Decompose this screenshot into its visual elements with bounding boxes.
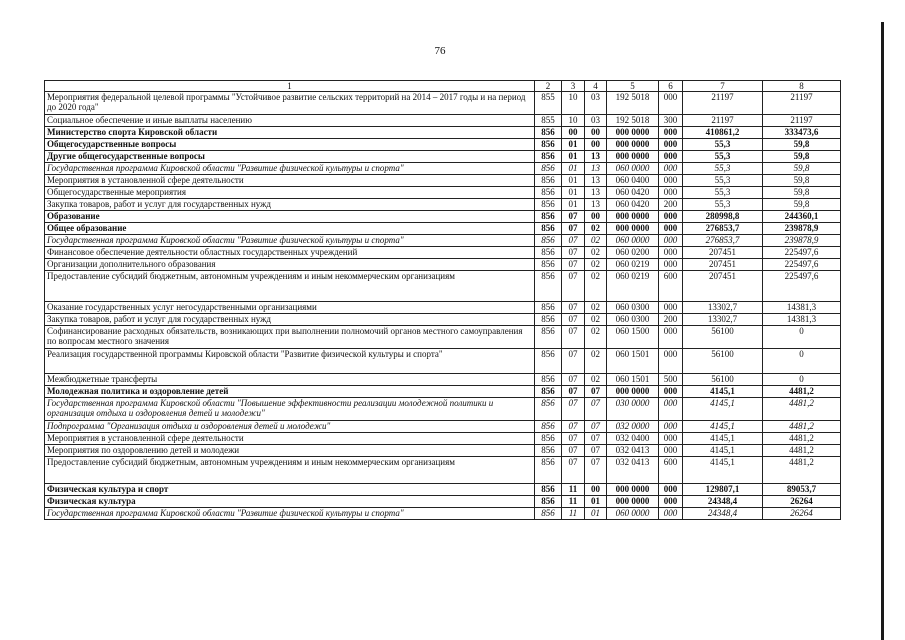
header-cell: 2 xyxy=(535,81,562,92)
ministry-code: 856 xyxy=(535,314,562,326)
header-cell: 6 xyxy=(659,81,683,92)
amount-year-1: 13302,7 xyxy=(683,302,763,314)
expense-type-code: 000 xyxy=(659,433,683,445)
amount-year-1: 55,3 xyxy=(683,187,763,199)
subsection-code: 07 xyxy=(585,457,607,484)
section-code: 07 xyxy=(562,223,585,235)
target-article-code: 060 0300 xyxy=(607,302,659,314)
target-article-code: 060 0300 xyxy=(607,314,659,326)
amount-year-2: 4481,2 xyxy=(763,398,841,421)
section-code: 07 xyxy=(562,457,585,484)
ministry-code: 856 xyxy=(535,326,562,349)
target-article-code: 060 1500 xyxy=(607,326,659,349)
amount-year-2: 4481,2 xyxy=(763,433,841,445)
section-code: 01 xyxy=(562,163,585,175)
header-cell: 8 xyxy=(763,81,841,92)
target-article-code: 060 0420 xyxy=(607,199,659,211)
subsection-code: 07 xyxy=(585,421,607,433)
section-code: 07 xyxy=(562,421,585,433)
amount-year-2: 26264 xyxy=(763,508,841,520)
ministry-code: 856 xyxy=(535,235,562,247)
expense-type-code: 000 xyxy=(659,235,683,247)
table-row xyxy=(45,374,841,386)
ministry-code: 856 xyxy=(535,457,562,484)
row-description: Межбюджетные трансферты xyxy=(45,374,535,386)
amount-year-2: 21197 xyxy=(763,115,841,127)
table-row xyxy=(45,314,841,326)
subsection-code: 07 xyxy=(585,398,607,421)
ministry-code: 856 xyxy=(535,349,562,374)
target-article-code: 000 0000 xyxy=(607,386,659,398)
table-row xyxy=(45,421,841,433)
amount-year-1: 13302,7 xyxy=(683,314,763,326)
ministry-code: 856 xyxy=(535,271,562,302)
expense-type-code: 000 xyxy=(659,302,683,314)
amount-year-1: 280998,8 xyxy=(683,211,763,223)
row-description: Мероприятия по оздоровлению детей и молодежи xyxy=(45,445,535,457)
table-row xyxy=(45,349,841,374)
target-article-code: 000 0000 xyxy=(607,127,659,139)
target-article-code: 060 0000 xyxy=(607,508,659,520)
row-description: Общее образование xyxy=(45,223,535,235)
table-row xyxy=(45,386,841,398)
expense-type-code: 000 xyxy=(659,349,683,374)
expense-type-code: 000 xyxy=(659,484,683,496)
ministry-code: 856 xyxy=(535,151,562,163)
expense-type-code: 000 xyxy=(659,386,683,398)
target-article-code: 060 0420 xyxy=(607,187,659,199)
expense-type-code: 200 xyxy=(659,314,683,326)
header-cell: 5 xyxy=(607,81,659,92)
ministry-code: 855 xyxy=(535,115,562,127)
ministry-code: 856 xyxy=(535,445,562,457)
expense-type-code: 000 xyxy=(659,175,683,187)
table-row xyxy=(45,235,841,247)
amount-year-2: 4481,2 xyxy=(763,457,841,484)
amount-year-2: 0 xyxy=(763,374,841,386)
expense-type-code: 000 xyxy=(659,421,683,433)
subsection-code: 13 xyxy=(585,151,607,163)
amount-year-1: 207451 xyxy=(683,247,763,259)
target-article-code: 030 0000 xyxy=(607,398,659,421)
row-description: Социальное обеспечение и иные выплаты населению xyxy=(45,115,535,127)
ministry-code: 856 xyxy=(535,211,562,223)
row-description: Государственная программа Кировской области "Развитие физической культуры и спорта" xyxy=(45,235,535,247)
row-description: Другие общегосударственные вопросы xyxy=(45,151,535,163)
ministry-code: 856 xyxy=(535,199,562,211)
target-article-code: 060 0219 xyxy=(607,271,659,302)
amount-year-2: 225497,6 xyxy=(763,271,841,302)
section-code: 07 xyxy=(562,398,585,421)
ministry-code: 856 xyxy=(535,484,562,496)
section-code: 07 xyxy=(562,445,585,457)
section-code: 01 xyxy=(562,139,585,151)
subsection-code: 13 xyxy=(585,187,607,199)
subsection-code: 01 xyxy=(585,508,607,520)
header-cell: 7 xyxy=(683,81,763,92)
subsection-code: 02 xyxy=(585,247,607,259)
subsection-code: 00 xyxy=(585,127,607,139)
amount-year-1: 55,3 xyxy=(683,151,763,163)
page-edge-bar xyxy=(881,22,884,640)
target-article-code: 060 0219 xyxy=(607,259,659,271)
table-row xyxy=(45,508,841,520)
subsection-code: 07 xyxy=(585,386,607,398)
expense-type-code: 000 xyxy=(659,163,683,175)
amount-year-1: 4145,1 xyxy=(683,445,763,457)
subsection-code: 07 xyxy=(585,445,607,457)
row-description: Мероприятия федеральной целевой программы "Устойчивое развитие сельских территорий на 2014 – 2017 годы и на период до 2020 года" xyxy=(45,92,535,115)
amount-year-1: 24348,4 xyxy=(683,496,763,508)
subsection-code: 02 xyxy=(585,302,607,314)
amount-year-2: 59,8 xyxy=(763,187,841,199)
target-article-code: 032 0413 xyxy=(607,445,659,457)
table-row xyxy=(45,484,841,496)
row-description: Общегосударственные мероприятия xyxy=(45,187,535,199)
target-article-code: 032 0413 xyxy=(607,457,659,484)
table-row xyxy=(45,163,841,175)
amount-year-1: 129807,1 xyxy=(683,484,763,496)
expense-type-code: 000 xyxy=(659,211,683,223)
ministry-code: 856 xyxy=(535,374,562,386)
subsection-code: 13 xyxy=(585,163,607,175)
section-code: 07 xyxy=(562,247,585,259)
ministry-code: 856 xyxy=(535,508,562,520)
amount-year-1: 55,3 xyxy=(683,175,763,187)
amount-year-2: 4481,2 xyxy=(763,421,841,433)
amount-year-1: 410861,2 xyxy=(683,127,763,139)
amount-year-1: 56100 xyxy=(683,326,763,349)
amount-year-1: 55,3 xyxy=(683,139,763,151)
amount-year-1: 276853,7 xyxy=(683,223,763,235)
section-code: 01 xyxy=(562,175,585,187)
amount-year-2: 89053,7 xyxy=(763,484,841,496)
amount-year-1: 55,3 xyxy=(683,199,763,211)
header-cell: 4 xyxy=(585,81,607,92)
amount-year-2: 59,8 xyxy=(763,139,841,151)
table-row xyxy=(45,259,841,271)
section-code: 11 xyxy=(562,508,585,520)
subsection-code: 13 xyxy=(585,175,607,187)
ministry-code: 856 xyxy=(535,247,562,259)
row-description: Предоставление субсидий бюджетным, автономным учреждениям и иным некоммерческим организациям xyxy=(45,457,535,484)
section-code: 07 xyxy=(562,259,585,271)
ministry-code: 856 xyxy=(535,187,562,199)
table-header-row xyxy=(45,81,841,92)
amount-year-1: 56100 xyxy=(683,349,763,374)
table-row xyxy=(45,247,841,259)
expense-type-code: 000 xyxy=(659,398,683,421)
subsection-code: 13 xyxy=(585,199,607,211)
row-description: Государственная программа Кировской области "Повышение эффективности реализации молодежной политики и организация отдыха и оздоровления детей и молодежи" xyxy=(45,398,535,421)
expense-type-code: 300 xyxy=(659,115,683,127)
section-code: 07 xyxy=(562,271,585,302)
table-row xyxy=(45,496,841,508)
row-description: Предоставление субсидий бюджетным, автономным учреждениям и иным некоммерческим организациям xyxy=(45,271,535,302)
subsection-code: 03 xyxy=(585,92,607,115)
subsection-code: 00 xyxy=(585,139,607,151)
table-row xyxy=(45,187,841,199)
row-description: Финансовое обеспечение деятельности областных государственных учреждений xyxy=(45,247,535,259)
subsection-code: 02 xyxy=(585,235,607,247)
table-row xyxy=(45,175,841,187)
table-row xyxy=(45,199,841,211)
target-article-code: 032 0000 xyxy=(607,421,659,433)
amount-year-1: 21197 xyxy=(683,92,763,115)
row-description: Подпрограмма "Организация отдыха и оздоровления детей и молодежи" xyxy=(45,421,535,433)
target-article-code: 000 0000 xyxy=(607,139,659,151)
table-row xyxy=(45,92,841,115)
expense-type-code: 000 xyxy=(659,326,683,349)
row-description: Организации дополнительного образования xyxy=(45,259,535,271)
ministry-code: 856 xyxy=(535,386,562,398)
expense-type-code: 000 xyxy=(659,496,683,508)
target-article-code: 000 0000 xyxy=(607,223,659,235)
page-number: 76 xyxy=(434,45,446,57)
section-code: 11 xyxy=(562,484,585,496)
subsection-code: 02 xyxy=(585,349,607,374)
row-description: Государственная программа Кировской области "Развитие физической культуры и спорта" xyxy=(45,163,535,175)
target-article-code: 060 0400 xyxy=(607,175,659,187)
row-description: Закупка товаров, работ и услуг для государственных нужд xyxy=(45,199,535,211)
target-article-code: 000 0000 xyxy=(607,496,659,508)
section-code: 01 xyxy=(562,151,585,163)
expense-type-code: 500 xyxy=(659,374,683,386)
amount-year-1: 4145,1 xyxy=(683,433,763,445)
expense-type-code: 000 xyxy=(659,187,683,199)
expense-type-code: 000 xyxy=(659,445,683,457)
target-article-code: 000 0000 xyxy=(607,151,659,163)
amount-year-1: 4145,1 xyxy=(683,457,763,484)
amount-year-1: 276853,7 xyxy=(683,235,763,247)
amount-year-2: 26264 xyxy=(763,496,841,508)
section-code: 01 xyxy=(562,187,585,199)
expense-type-code: 000 xyxy=(659,247,683,259)
amount-year-2: 239878,9 xyxy=(763,223,841,235)
row-description: Физическая культура и спорт xyxy=(45,484,535,496)
amount-year-1: 4145,1 xyxy=(683,386,763,398)
target-article-code: 000 0000 xyxy=(607,211,659,223)
ministry-code: 856 xyxy=(535,127,562,139)
subsection-code: 02 xyxy=(585,314,607,326)
amount-year-2: 244360,1 xyxy=(763,211,841,223)
target-article-code: 192 5018 xyxy=(607,92,659,115)
amount-year-2: 4481,2 xyxy=(763,386,841,398)
table-row xyxy=(45,445,841,457)
table-row xyxy=(45,211,841,223)
expense-type-code: 000 xyxy=(659,223,683,235)
table-row xyxy=(45,139,841,151)
row-description: Мероприятия в установленной сфере деятельности xyxy=(45,433,535,445)
table-row xyxy=(45,398,841,421)
target-article-code: 060 1501 xyxy=(607,349,659,374)
section-code: 10 xyxy=(562,92,585,115)
target-article-code: 060 1501 xyxy=(607,374,659,386)
ministry-code: 856 xyxy=(535,302,562,314)
target-article-code: 032 0400 xyxy=(607,433,659,445)
header-cell: 3 xyxy=(562,81,585,92)
amount-year-2: 239878,9 xyxy=(763,235,841,247)
amount-year-2: 4481,2 xyxy=(763,445,841,457)
amount-year-2: 59,8 xyxy=(763,175,841,187)
section-code: 07 xyxy=(562,433,585,445)
row-description: Мероприятия в установленной сфере деятельности xyxy=(45,175,535,187)
amount-year-2: 14381,3 xyxy=(763,302,841,314)
section-code: 07 xyxy=(562,386,585,398)
amount-year-2: 59,8 xyxy=(763,151,841,163)
amount-year-1: 4145,1 xyxy=(683,398,763,421)
ministry-code: 856 xyxy=(535,163,562,175)
subsection-code: 02 xyxy=(585,259,607,271)
section-code: 07 xyxy=(562,326,585,349)
expense-type-code: 600 xyxy=(659,271,683,302)
ministry-code: 856 xyxy=(535,398,562,421)
section-code: 07 xyxy=(562,211,585,223)
ministry-code: 856 xyxy=(535,496,562,508)
budget-table xyxy=(44,80,841,520)
table-row xyxy=(45,127,841,139)
amount-year-1: 55,3 xyxy=(683,163,763,175)
section-code: 07 xyxy=(562,349,585,374)
row-description: Государственная программа Кировской области "Развитие физической культуры и спорта" xyxy=(45,508,535,520)
amount-year-2: 225497,6 xyxy=(763,259,841,271)
ministry-code: 856 xyxy=(535,175,562,187)
section-code: 07 xyxy=(562,374,585,386)
amount-year-1: 207451 xyxy=(683,259,763,271)
amount-year-1: 207451 xyxy=(683,271,763,302)
section-code: 07 xyxy=(562,235,585,247)
expense-type-code: 000 xyxy=(659,127,683,139)
subsection-code: 03 xyxy=(585,115,607,127)
header-cell: 1 xyxy=(45,81,535,92)
target-article-code: 060 0000 xyxy=(607,235,659,247)
table-row xyxy=(45,223,841,235)
row-description: Софинансирование расходных обязательств, возникающих при выполнении полномочий органов местного самоуправления по вопросам местного значения xyxy=(45,326,535,349)
row-description: Министерство спорта Кировской области xyxy=(45,127,535,139)
subsection-code: 02 xyxy=(585,374,607,386)
amount-year-2: 14381,3 xyxy=(763,314,841,326)
subsection-code: 07 xyxy=(585,433,607,445)
ministry-code: 855 xyxy=(535,92,562,115)
expense-type-code: 000 xyxy=(659,139,683,151)
table-row xyxy=(45,302,841,314)
section-code: 07 xyxy=(562,314,585,326)
target-article-code: 000 0000 xyxy=(607,484,659,496)
row-description: Реализация государственной программы Кировской области "Развитие физической культуры и спорта" xyxy=(45,349,535,374)
expense-type-code: 000 xyxy=(659,259,683,271)
row-description: Закупка товаров, работ и услуг для государственных нужд xyxy=(45,314,535,326)
amount-year-1: 56100 xyxy=(683,374,763,386)
amount-year-2: 333473,6 xyxy=(763,127,841,139)
subsection-code: 00 xyxy=(585,484,607,496)
ministry-code: 856 xyxy=(535,139,562,151)
expense-type-code: 600 xyxy=(659,457,683,484)
table-row xyxy=(45,326,841,349)
subsection-code: 02 xyxy=(585,271,607,302)
table-row xyxy=(45,457,841,484)
row-description: Молодежная политика и оздоровление детей xyxy=(45,386,535,398)
ministry-code: 856 xyxy=(535,421,562,433)
amount-year-1: 21197 xyxy=(683,115,763,127)
subsection-code: 02 xyxy=(585,326,607,349)
amount-year-2: 0 xyxy=(763,349,841,374)
expense-type-code: 000 xyxy=(659,508,683,520)
subsection-code: 02 xyxy=(585,223,607,235)
amount-year-1: 4145,1 xyxy=(683,421,763,433)
section-code: 11 xyxy=(562,496,585,508)
section-code: 01 xyxy=(562,199,585,211)
amount-year-2: 225497,6 xyxy=(763,247,841,259)
expense-type-code: 000 xyxy=(659,92,683,115)
amount-year-2: 21197 xyxy=(763,92,841,115)
amount-year-1: 24348,4 xyxy=(683,508,763,520)
row-description: Образование xyxy=(45,211,535,223)
ministry-code: 856 xyxy=(535,259,562,271)
table-row xyxy=(45,433,841,445)
expense-type-code: 200 xyxy=(659,199,683,211)
section-code: 07 xyxy=(562,302,585,314)
row-description: Оказание государственных услуг негосударственными организациями xyxy=(45,302,535,314)
table-row xyxy=(45,151,841,163)
amount-year-2: 59,8 xyxy=(763,199,841,211)
row-description: Физическая культура xyxy=(45,496,535,508)
table-row xyxy=(45,271,841,302)
subsection-code: 00 xyxy=(585,211,607,223)
row-description: Общегосударственные вопросы xyxy=(45,139,535,151)
expense-type-code: 000 xyxy=(659,151,683,163)
target-article-code: 060 0000 xyxy=(607,163,659,175)
target-article-code: 192 5018 xyxy=(607,115,659,127)
target-article-code: 060 0200 xyxy=(607,247,659,259)
subsection-code: 01 xyxy=(585,496,607,508)
section-code: 10 xyxy=(562,115,585,127)
section-code: 00 xyxy=(562,127,585,139)
amount-year-2: 0 xyxy=(763,326,841,349)
table-row xyxy=(45,115,841,127)
ministry-code: 856 xyxy=(535,223,562,235)
amount-year-2: 59,8 xyxy=(763,163,841,175)
ministry-code: 856 xyxy=(535,433,562,445)
